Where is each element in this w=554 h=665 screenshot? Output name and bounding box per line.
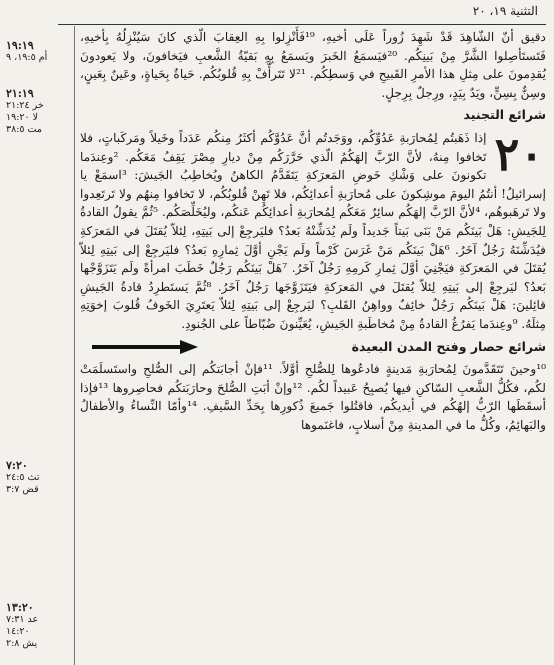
running-header: التثنية ١٩، ٢٠ bbox=[472, 4, 538, 18]
margin-ref-line: لا ١٩:٢٠ bbox=[6, 112, 39, 123]
margin-ref-line: مت ٣٨:٥ bbox=[6, 124, 42, 135]
margin-ref-line: يش ٢:٨ bbox=[6, 638, 38, 649]
margin-ref-line: قض ٣:٧ bbox=[6, 484, 39, 495]
margin-ref-group bbox=[6, 460, 70, 496]
margin-ref-group bbox=[6, 40, 70, 64]
header-rule bbox=[58, 24, 546, 25]
margin-ref: ١٣:٢٠ bbox=[6, 601, 34, 614]
margin-ref: ٢١:١٩ bbox=[6, 87, 34, 100]
margin-ref-line: ١٤:٢٠ bbox=[6, 626, 30, 637]
margin-ref: ٧:٢٠ bbox=[6, 459, 28, 472]
margin-ref: ١٩:١٩ bbox=[6, 39, 34, 52]
margin-divider bbox=[74, 26, 75, 665]
arrow-right-icon bbox=[90, 340, 200, 354]
paragraph: إذا ذَهَبتُم لِمُحارَبةِ عَدُوِّكُم، ووَجَدتُم أنَّ عَدُوَّكُم أكثَرُ مِنكُم عَدَداً وخَيلاً ومَركَباتٍ، فلا تَخافوا مِنهُ، لأنَّ الرّبَّ إلهَكُمُ الّذي حَرَّرَكُم مِنْ ديارِ مِصْرَ يَقِفُ مَعَكُم. ²وعِندَما تكونونَ على وَشْكِ خَوضِ المَعرَكةِ يَتَقَدَّمُ الكاهنُ ويُخاطِبُ الجَيشَ: ³اسمَعْ يا إسرائيلُ! أنتُمُ اليومَ موشِكونَ على مُحارَبةِ أعدائِكُم، فلا تَهِنْ قُلوبُكُم، لا تَخافوا مِنهُم ولا تَرتَعِدوا ولا تَرهَبوهُم، ⁴لأنَّ الرّبَّ إلهَكُم سائِرٌ مَعَكُم لِمُحارَبةِ أعدائِكُم عَنكُم، وليُخَلِّصَكُم. ⁵ثُمَّ يقولُ القادةُ لِلجَيشِ: هَلْ بَينَكُم مَنْ بَنَى بَيتاً جَديداً ولَم يُدَشِّنْهُ بَعدُ؟ فليَرجِعْ إلى بَيتِهِ، لِئلاّ يُقتَلَ في المَعرَكةِ فيُدَشِّنَهُ رَجُلٌ آخَرُ. ⁶هَلْ بَينَكُم مَنْ غَرَسَ كَرْماً ولَم يَجْنِ أوَّلَ ثِمارِهِ بَعدُ؟ فليَرجِعْ إلى بَيتِهِ لِئلاّ يُقتَلَ في المَعرَكةِ فيَجْنِيَ أوَّلَ ثِمارِ كَرمِهِ رَجُلٌ آخَرُ. ⁷هَلْ بَينَكُم رَجُلٌ خَطَبَ امرأةً ولَم يَتَزَوَّجْها بَعدُ؟ ليَرجِعْ إلى بَيتِهِ لِئلاّ يُقتَلَ في المَعرَكةِ فيَتَزَوَّجَها رَجُلٌ آخَرُ. ⁸ثُمَّ يَستَطرِدُ قادةُ الجَيشِ قائِلينَ: هَلْ بَينَكُم رَجُلٌ خائِفٌ وواهِنُ القَلبِ؟ ليَرجِعْ إلى بَيتِهِ لِئلاّ يَعتَرِيَ الخَوفُ قُلوبَ إخوَتِهِ مِثلَهُ. ⁹وعِندَما يَفرُغُ القادةُ مِنْ مُخاطَبةِ الجَيشِ، يُعَيِّنونَ ضُبّاطاً على الجُنودِ. bbox=[80, 130, 546, 331]
margin-ref-line: تث ٢٤:٥ bbox=[6, 472, 40, 483]
section-heading: شرائع التجنيد bbox=[463, 107, 546, 123]
margin-ref-group bbox=[6, 88, 70, 136]
margin-ref-line: أم ١٩:٥، ٩ bbox=[6, 52, 48, 63]
chapter-number: ٢٠ bbox=[494, 126, 544, 181]
paragraph: دقيق أنّ الشّاهِدَ قَدْ شَهِدَ زُوراً عَلَى أخيهِ، ¹⁹فَأَنْزِلوا بِهِ العِقابَ الّذي كانَ سَيُنْزِلُهُ بِأخيهِ، فَتَستَأصِلوا الشَّرَّ مِنْ بَينِكُم. ²⁰فيَسمَعُ الخَبرَ ويَسمَعُ بِهِ بَقيّةُ الشَّعبِ فيَخافونَ، ولا يَعودونَ يُقدِمونَ على مِثلِ هذا الأمرِ القَبيحِ في وَسطِكُم. ²¹لا تَتَرأَّفْ بِهِ قُلوبُكُم. حَياةٌ بِحَياةٍ، وعَينٌ بِعَينٍ، وسِنٌّ بِسِنٍّ، ويَدٌ بِيَدٍ، ورِجلٌ بِرِجلٍ. bbox=[80, 30, 546, 100]
section-heading-wrapper bbox=[80, 338, 546, 357]
section-body bbox=[80, 126, 546, 334]
margin-ref-group bbox=[6, 602, 70, 650]
main-text bbox=[80, 28, 546, 665]
margin-ref-line: عد ٧:٣١ bbox=[6, 614, 39, 625]
margin-ref-line: خر ٢١:٢٤ bbox=[6, 100, 44, 111]
section-heading: شرائع حصار وفتح المدن البعيدة bbox=[351, 338, 546, 354]
paragraph: ¹⁰وحينَ تَتَقَدَّمونَ لِمُحارَبةِ مَدينةٍ فادعُوها لِلصُّلحِ أوَّلاً. ¹¹فإنْ أجابَتكُم إلى الصُّلحِ واستَسلَمَتْ لكُم، فكُلُّ الشَّعبِ السّاكنِ فيها يُصبِحُ عَبيداً لكُم. ¹²وإنْ أبَتِ الصُّلحَ وحارَبَتكُم فحاصِروها ¹³فإذا أسقَطَها الرّبُّ إلهُكُم في أيديكُم، فاقتُلوا جَميعَ ذُكورِها بِحَدِّ السَّيفِ. ¹⁴وأمّا النِّساءُ والأطفالُ والبَهائِمُ، وكُلُّ ما في المدينةِ مِنْ أسلابٍ، فاغنَموها bbox=[80, 362, 547, 432]
